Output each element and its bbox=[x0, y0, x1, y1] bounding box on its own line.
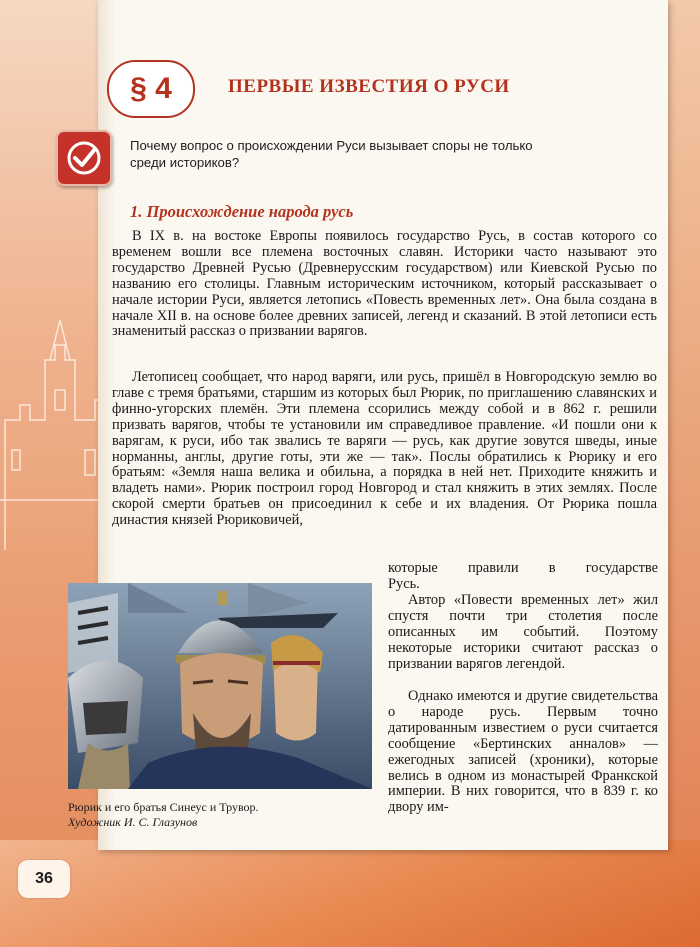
page-title: ПЕРВЫЕ ИЗВЕСТИЯ О РУСИ bbox=[228, 76, 510, 97]
illustration-rurik-brothers bbox=[68, 583, 372, 789]
review-question bbox=[130, 137, 650, 171]
paragraph-2-tail-line: Русь. bbox=[388, 575, 420, 592]
paragraph-2-tail-line: которые правили в государстве bbox=[388, 560, 658, 576]
paragraph-2: Летописец сообщает, что народ варяги, или русь, пришёл в Новгородскую землю во главе с тремя братьями, старшим из которых был Рюрик, по приглашению славянских и финно-угорских племён. Эти племена ссорились между собой и в 862 г. решили призвать варягов, чтобы те установили им справедливое правление. «И пошли они к варягам, к руси, ибо так звались те варяги — русь, как другие зовутся шведы, иные норманны, англы, другие готы, эти же — так». Послы обратились к Рюрику и его братьям: «Земля наша велика и обильна, а порядка в ней нет. Приходите княжить и владеть нами». Рюрик построил город Новгород и стал княжить в этих землях. После скорой смерти братьев он присоединил к себе и их владения. От Рюрика пошла династия князей Рюриковичей, bbox=[112, 369, 657, 529]
question-check-box bbox=[56, 130, 112, 186]
question-line-1: Почему вопрос о происхождении Руси вызывает споры не только bbox=[130, 138, 533, 153]
checkmark-icon bbox=[66, 140, 102, 176]
caption-artist: Художник И. С. Глазунов bbox=[68, 815, 198, 829]
figure-caption bbox=[68, 800, 368, 830]
paragraph-2-continuation bbox=[388, 561, 658, 593]
paragraph-3: Автор «Повести временных лет» жил спустя почти три столетия после описанных им событий. Поэтому некоторые историки считают рассказ о призвании варягов легендой. bbox=[388, 592, 658, 672]
caption-text: Рюрик и его братья Синеус и Трувор. bbox=[68, 800, 259, 814]
subsection-heading: 1. Происхождение народа русь bbox=[130, 202, 354, 221]
bottom-decor-background bbox=[0, 840, 700, 947]
painting-image bbox=[68, 583, 372, 789]
section-number-badge: § 4 bbox=[107, 60, 195, 118]
paragraph-4: Однако имеются и другие свидетельства о народе русь. Первым точно датированным известием о руси считается сообщение «Бертинских анналов» — ежегодных записей (хроники), которые велись в одном из монастырей Франкской империи. В них говорится, что в 839 г. ко двору им- bbox=[388, 688, 658, 816]
paragraph-1: В IX в. на востоке Европы появилось государство Русь, в состав которого со временем вошли все племена восточных славян. Историки часто называют это государство Древней Русью (Древнерусским государством) или Киевской Русью по названию его столицы. Главным историческим источником, который рассказывает о начале истории Руси, является летопись «Повесть временных лет». Она была создана в начале XII в. на основе более древних записей, легенд и сказаний. В этой летописи есть знаменитый рассказ о призвании варягов. bbox=[112, 228, 657, 340]
question-line-2: среди историков? bbox=[130, 155, 240, 170]
page-number: 36 bbox=[18, 860, 70, 898]
